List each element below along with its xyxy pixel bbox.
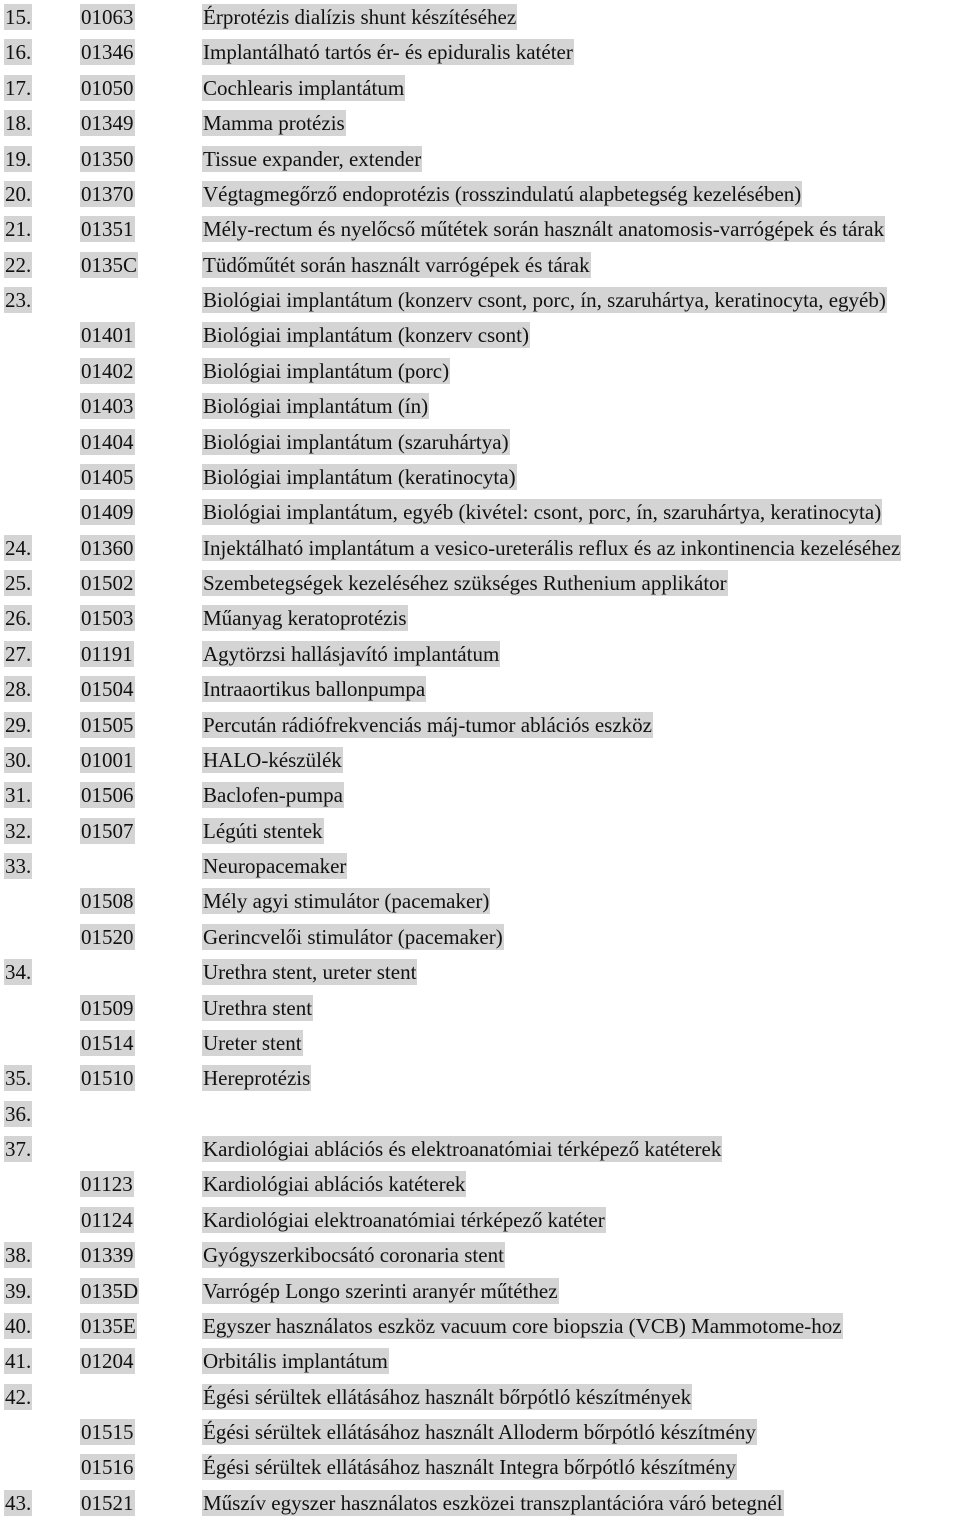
item-description: Ureter stent [203,1030,302,1055]
list-item [0,389,960,424]
list-item [0,1203,960,1238]
item-description: Biológiai implantátum (szaruhártya) [203,429,509,454]
item-number: 29. [5,712,32,737]
item-code: 01350 [81,146,134,171]
item-number: 41. [5,1349,32,1374]
item-description: Kardiológiai elektroanatómiai térképező katéter [203,1207,605,1232]
item-description: Égési sérültek ellátásához használt Integra bőrpótló készítmény [203,1455,736,1480]
item-code: 01520 [81,924,134,949]
item-code: 01509 [81,995,134,1020]
list-item [0,177,960,212]
list-item [0,1061,960,1096]
item-number: 18. [5,111,32,136]
list-item [0,495,960,530]
list-item [0,283,960,318]
item-number: 43. [5,1490,32,1515]
item-description: Végtagmegőrző endoprotézis (rosszindulatú alapbetegség kezelésében) [203,181,802,206]
item-code: 01204 [81,1349,134,1374]
item-description: Égési sérültek ellátásához használt Alloderm bőrpótló készítmény [203,1420,756,1444]
list-item [0,1450,960,1485]
item-description: Mély-rectum és nyelőcső műtétek során használt anatomosis-varrógépek és tárak [203,217,885,242]
item-code: 01504 [81,677,134,702]
list-item [0,884,960,919]
list-item [0,601,960,636]
item-number: 30. [5,747,32,772]
list-item [0,708,960,743]
list-item [0,672,960,707]
item-description: Biológiai implantátum (ín) [203,394,429,419]
item-description: Gerincvelői stimulátor (pacemaker) [203,924,503,949]
item-number: 19. [5,146,32,171]
item-description: Gyógyszerkibocsátó coronaria stent [203,1243,504,1268]
item-number: 21. [5,217,32,242]
list-item [0,743,960,778]
item-code: 01370 [81,181,134,206]
list-item [0,0,960,35]
item-number: 40. [5,1313,32,1338]
item-description: Urethra stent, ureter stent [203,960,417,985]
list-item [0,71,960,106]
item-number: 15. [5,5,32,29]
item-number: 31. [5,783,32,808]
list-item [0,1238,960,1273]
item-code: 01402 [81,358,134,383]
item-description: Varrógép Longo szerinti aranyér műtéthez [203,1278,558,1303]
item-code: 01510 [81,1066,134,1091]
list-item [0,212,960,247]
item-code: 01349 [81,111,134,136]
item-number: 25. [5,571,32,595]
item-code: 01360 [81,535,134,560]
item-number: 35. [5,1066,32,1091]
item-number: 34. [5,960,32,985]
item-description: Mamma protézis [203,111,345,136]
item-code: 01063 [81,5,134,29]
item-code: 01124 [81,1207,133,1232]
item-code: 01351 [81,217,134,242]
list-item [0,1486,960,1521]
item-number: 28. [5,677,32,702]
item-description: Tissue expander, extender [203,146,422,171]
item-number: 42. [5,1384,32,1409]
item-description: Cochlearis implantátum [203,75,405,100]
list-item [0,991,960,1026]
list-item [0,142,960,177]
item-code: 01502 [81,571,134,595]
item-description: Műanyag keratoprotézis [203,606,407,631]
list-item [0,920,960,955]
item-description: Biológiai implantátum (konzerv csont, porc, ín, szaruhártya, keratinocyta, egyéb) [203,288,886,312]
list-item [0,318,960,353]
list-item [0,1097,960,1132]
item-description: Injektálható implantátum a vesico-ureterális reflux és az inkontinencia kezeléséhez [203,535,901,560]
list-item [0,1026,960,1061]
item-number: 36. [5,1101,32,1126]
item-code: 01404 [81,429,134,454]
item-description: Égési sérültek ellátásához használt bőrpótló készítmények [203,1384,692,1409]
list-item [0,849,960,884]
item-description: Kardiológiai ablációs és elektroanatómiai térképező katéterek [203,1137,722,1161]
list-item [0,1167,960,1202]
item-number: 20. [5,181,32,206]
item-number: 38. [5,1243,32,1268]
item-number: 33. [5,854,32,878]
list-item [0,354,960,389]
item-code: 01503 [81,606,134,631]
list-item [0,566,960,601]
item-description: Baclofen-pumpa [203,783,343,808]
item-number: 22. [5,252,32,277]
item-code: 01409 [81,500,134,525]
list-item [0,1274,960,1309]
item-code: 01050 [81,75,134,100]
list-item [0,460,960,495]
item-number: 26. [5,606,32,631]
list-item [0,1309,960,1344]
item-code: 01514 [81,1030,134,1055]
item-description: Biológiai implantátum (konzerv csont) [203,323,530,348]
item-code: 01403 [81,394,134,419]
item-code: 01123 [81,1172,133,1197]
item-description: Orbitális implantátum [203,1349,388,1374]
item-code: 01191 [81,641,133,666]
item-description: Implantálható tartós ér- és epiduralis katéter [203,40,573,65]
item-code: 01506 [81,783,134,808]
item-description: Szembetegségek kezeléséhez szükséges Ruthenium applikátor [203,571,727,595]
item-description: Egyszer használatos eszköz vacuum core biopszia (VCB) Mammotome-hoz [203,1313,842,1338]
list-item [0,106,960,141]
item-code: 01401 [81,323,134,348]
item-description: Tüdőműtét során használt varrógépek és tárak [203,252,590,277]
item-number: 24. [5,535,32,560]
item-number: 16. [5,40,32,65]
item-description: Biológiai implantátum (keratinocyta) [203,464,516,489]
item-description: Biológiai implantátum (porc) [203,358,450,383]
item-description: Urethra stent [203,995,313,1020]
item-description: Biológiai implantátum, egyéb (kivétel: csont, porc, ín, szaruhártya, keratinocyta) [203,500,882,525]
item-description: Műszív egyszer használatos eszközei transzplantációra váró betegnél [203,1490,783,1515]
item-number: 39. [5,1278,32,1303]
item-code: 01507 [81,818,134,843]
item-description: Mély agyi stimulátor (pacemaker) [203,889,490,914]
item-code: 01515 [81,1420,134,1444]
list-item [0,35,960,70]
item-code: 01505 [81,712,134,737]
item-description: HALO-készülék [203,747,342,772]
list-item [0,955,960,990]
item-number: 23. [5,288,32,312]
item-description: Neuropacemaker [203,854,347,878]
item-description: Percután rádiófrekvenciás máj-tumor ablációs eszköz [203,712,652,737]
item-code: 01405 [81,464,134,489]
item-description: Érprotézis dialízis shunt készítéséhez [203,5,517,29]
list-item [0,637,960,672]
item-number: 37. [5,1137,32,1161]
item-description: Intraaortikus ballonpumpa [203,677,426,702]
list-item [0,1132,960,1167]
list-item [0,531,960,566]
item-code: 0135E [81,1313,136,1338]
item-code: 01516 [81,1455,134,1480]
list-item [0,248,960,283]
item-code: 01521 [81,1490,134,1515]
list-item [0,425,960,460]
item-code: 01508 [81,889,134,914]
item-number: 27. [5,641,32,666]
item-code: 01339 [81,1243,134,1268]
item-description: Agytörzsi hallásjavító implantátum [203,641,500,666]
item-number: 32. [5,818,32,843]
item-code: 01346 [81,40,134,65]
list-item [0,814,960,849]
item-code: 0135D [81,1278,139,1303]
list-item [0,1415,960,1450]
item-description: Kardiológiai ablációs katéterek [203,1172,466,1197]
item-description: Hereprotézis [203,1066,311,1091]
item-description: Légúti stentek [203,818,323,843]
list-item [0,778,960,813]
list-item [0,1344,960,1379]
item-code: 0135C [81,252,138,277]
list-item [0,1380,960,1415]
item-code: 01001 [81,747,134,772]
item-number: 17. [5,75,32,100]
